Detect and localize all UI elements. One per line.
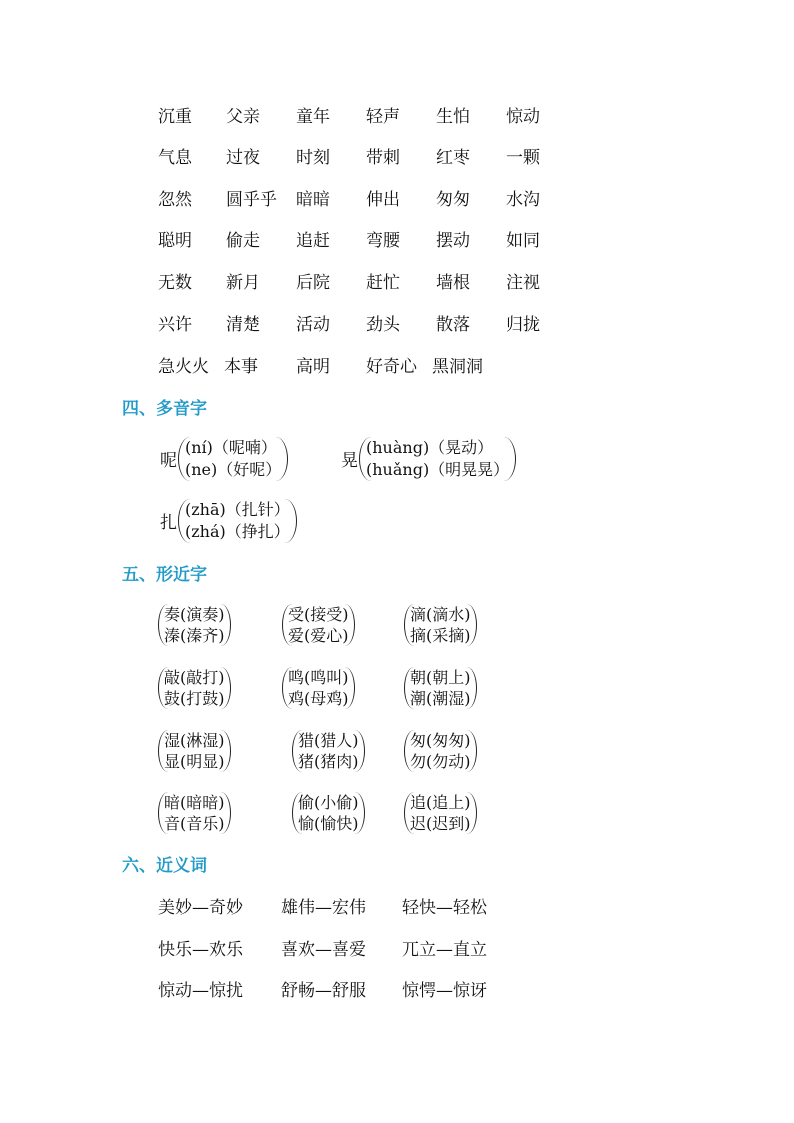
vocab-word: 散落	[436, 315, 470, 335]
similar-char-pair	[158, 792, 231, 834]
vocab-word: 过夜	[226, 148, 260, 168]
synonym-pair: 惊动—惊扰	[158, 981, 243, 1001]
vocab-word: 赶忙	[366, 273, 400, 293]
polyphone-reading: (huàng)（晃动）	[366, 438, 494, 457]
polyphone-reading: (huǎng)（明晃晃）	[366, 460, 510, 479]
polyphone-char: 扎	[160, 513, 177, 533]
similar-char-entry: 迟(迟到)	[410, 814, 471, 833]
similar-char-pair	[282, 667, 355, 709]
vocab-word: 聪明	[158, 231, 192, 251]
section-heading-similar-chars: 五、形近字	[122, 565, 207, 585]
similar-char-entry: 鸣(鸣叫)	[288, 668, 349, 687]
polyphone-reading: (ní)（呢喃）	[185, 438, 277, 457]
polyphone-brace	[178, 437, 288, 481]
vocab-word: 高明	[296, 357, 330, 377]
vocab-word: 活动	[296, 315, 330, 335]
similar-char-pair	[292, 730, 365, 772]
similar-char-entry: 爱(爱心)	[288, 626, 349, 645]
vocab-word: 清楚	[226, 315, 260, 335]
vocab-word: 本事	[224, 357, 258, 377]
similar-char-entry: 鼓(打鼓)	[164, 689, 225, 708]
similar-char-pair	[404, 604, 477, 646]
vocab-word: 暗暗	[296, 190, 330, 210]
vocab-word: 弯腰	[366, 231, 400, 251]
similar-char-entry: 偷(小偷)	[298, 793, 359, 812]
similar-char-entry: 受(接受)	[288, 605, 349, 624]
vocab-word: 兴许	[158, 315, 192, 335]
vocab-word: 生怕	[436, 107, 470, 127]
section-heading-synonyms: 六、近义词	[122, 856, 207, 876]
similar-char-entry: 匆(匆匆)	[410, 731, 471, 750]
vocab-word: 惊动	[506, 107, 540, 127]
vocab-word: 童年	[296, 107, 330, 127]
vocab-word: 墙根	[436, 273, 470, 293]
vocab-word: 一颗	[506, 148, 540, 168]
vocab-word: 忽然	[158, 190, 192, 210]
vocab-word: 父亲	[226, 107, 260, 127]
similar-char-entry: 鸡(母鸡)	[288, 689, 349, 708]
similar-char-pair	[158, 730, 231, 772]
similar-char-pair	[158, 667, 231, 709]
synonym-pair: 喜欢—喜爱	[281, 940, 366, 960]
similar-char-pair	[404, 667, 477, 709]
similar-char-entry: 湿(淋湿)	[164, 731, 225, 750]
section-heading-polyphones: 四、多音字	[122, 399, 207, 419]
polyphone-reading: (zhá)（挣扎）	[185, 522, 290, 541]
vocab-word: 注视	[506, 273, 540, 293]
vocab-word: 好奇心	[366, 357, 417, 377]
vocab-word: 伸出	[366, 190, 400, 210]
vocab-word: 新月	[226, 273, 260, 293]
vocab-word: 劲头	[366, 315, 400, 335]
similar-char-entry: 暗(暗暗)	[164, 793, 225, 812]
similar-char-entry: 勿(勿动)	[410, 752, 471, 771]
vocab-word: 沉重	[158, 107, 192, 127]
vocab-word: 水沟	[506, 190, 540, 210]
vocab-word: 带刺	[366, 148, 400, 168]
polyphone-reading: (ne)（好呢）	[185, 460, 282, 479]
vocab-word: 匆匆	[436, 190, 470, 210]
similar-char-entry: 显(明显)	[164, 752, 225, 771]
synonym-pair: 兀立—直立	[402, 940, 487, 960]
similar-char-pair	[158, 604, 231, 646]
similar-char-entry: 摘(采摘)	[410, 626, 471, 645]
vocab-word: 时刻	[296, 148, 330, 168]
synonym-pair: 雄伟—宏伟	[281, 898, 366, 918]
vocab-word: 后院	[296, 273, 330, 293]
synonym-pair: 轻快—轻松	[402, 898, 487, 918]
similar-char-entry: 溱(溱齐)	[164, 626, 225, 645]
synonym-pair: 舒畅—舒服	[281, 981, 366, 1001]
vocab-word: 如同	[506, 231, 540, 251]
vocab-word: 无数	[158, 273, 192, 293]
synonym-pair: 美妙—奇妙	[158, 898, 243, 918]
polyphone-char: 呢	[160, 451, 177, 471]
vocab-word: 红枣	[436, 148, 470, 168]
vocab-word: 轻声	[366, 107, 400, 127]
similar-char-pair	[404, 730, 477, 772]
polyphone-brace	[359, 437, 516, 481]
similar-char-pair	[292, 792, 365, 834]
vocab-word: 追赶	[296, 231, 330, 251]
vocab-word: 急火火	[158, 357, 209, 377]
vocab-word: 归拢	[506, 315, 540, 335]
vocab-word: 黑洞洞	[432, 357, 483, 377]
similar-char-entry: 奏(演奏)	[164, 605, 225, 624]
vocab-word: 偷走	[226, 231, 260, 251]
similar-char-entry: 追(追上)	[410, 793, 471, 812]
similar-char-entry: 滴(滴水)	[410, 605, 471, 624]
similar-char-entry: 猪(猪肉)	[298, 752, 359, 771]
similar-char-entry: 愉(愉快)	[298, 814, 359, 833]
vocab-word: 圆乎乎	[226, 190, 277, 210]
polyphone-char: 晃	[341, 451, 358, 471]
similar-char-entry: 敲(敲打)	[164, 668, 225, 687]
synonym-pair: 快乐—欢乐	[158, 940, 243, 960]
similar-char-entry: 猎(猎人)	[298, 731, 359, 750]
similar-char-pair	[282, 604, 355, 646]
similar-char-entry: 朝(朝上)	[410, 668, 471, 687]
vocab-word: 气息	[158, 148, 192, 168]
similar-char-pair	[404, 792, 477, 834]
similar-char-entry: 音(音乐)	[164, 814, 225, 833]
synonym-pair: 惊愕—惊讶	[402, 981, 487, 1001]
polyphone-reading: (zhā)（扎针）	[185, 500, 290, 519]
similar-char-entry: 潮(潮湿)	[410, 689, 471, 708]
polyphone-brace	[178, 499, 297, 543]
vocab-word: 摆动	[436, 231, 470, 251]
